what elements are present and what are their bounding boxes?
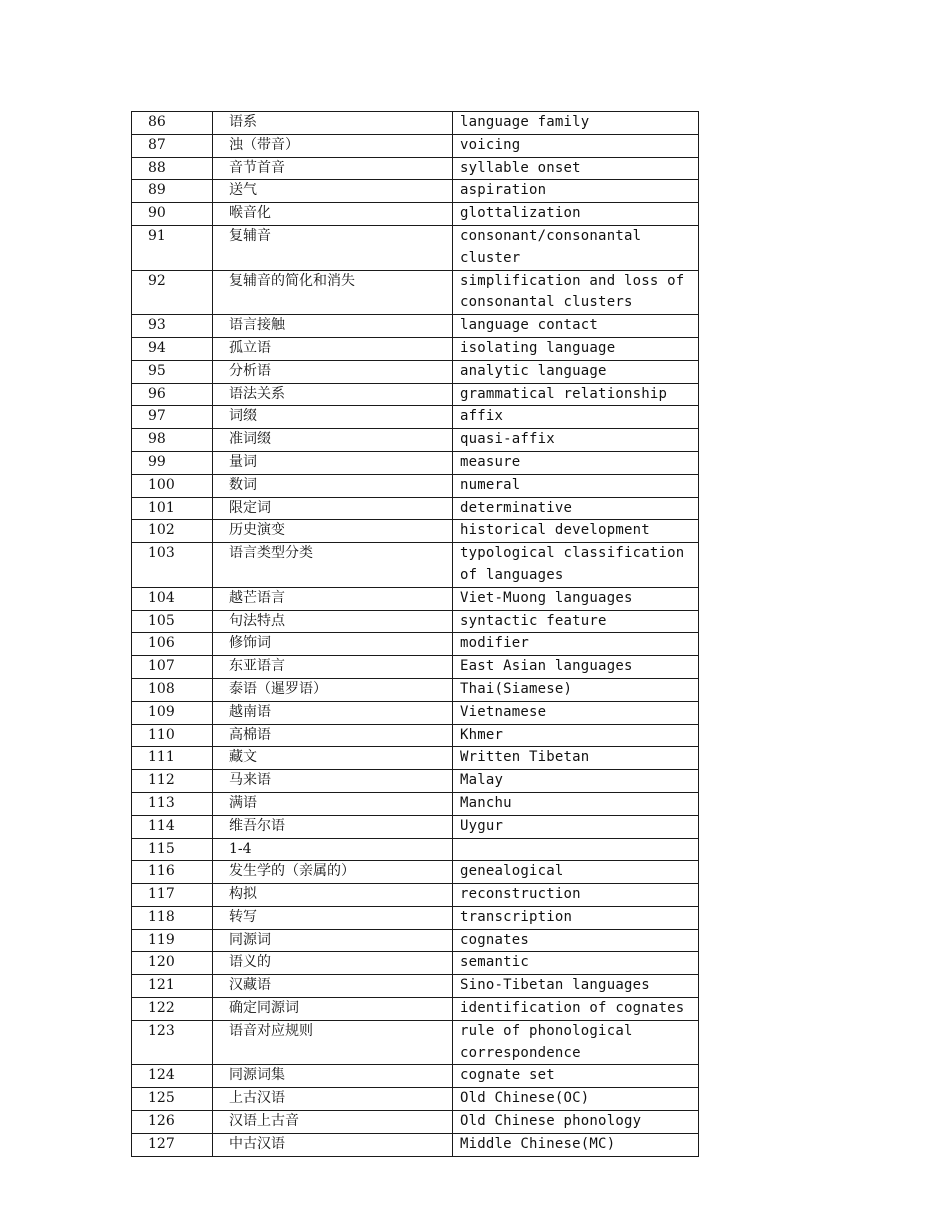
term-number: 111 <box>132 747 213 770</box>
term-number: 101 <box>132 497 213 520</box>
chinese-term: 复辅音的简化和消失 <box>213 270 453 315</box>
table-row <box>132 497 699 520</box>
chinese-term: 满语 <box>213 792 453 815</box>
table-row <box>132 337 699 360</box>
english-term: cognates <box>453 929 699 952</box>
chinese-term: 确定同源词 <box>213 998 453 1021</box>
term-number: 98 <box>132 429 213 452</box>
english-term: syllable onset <box>453 157 699 180</box>
english-term: determinative <box>453 497 699 520</box>
term-number: 124 <box>132 1065 213 1088</box>
english-term: transcription <box>453 906 699 929</box>
english-term: numeral <box>453 474 699 497</box>
chinese-term: 历史演变 <box>213 520 453 543</box>
chinese-term: 送气 <box>213 180 453 203</box>
term-number: 116 <box>132 861 213 884</box>
chinese-term: 量词 <box>213 451 453 474</box>
table-row <box>132 861 699 884</box>
english-term: reconstruction <box>453 884 699 907</box>
english-term: isolating language <box>453 337 699 360</box>
table-row <box>132 225 699 270</box>
term-number: 106 <box>132 633 213 656</box>
term-number: 87 <box>132 134 213 157</box>
term-number: 115 <box>132 838 213 861</box>
english-term: Thai(Siamese) <box>453 678 699 701</box>
table-row <box>132 134 699 157</box>
table-row <box>132 815 699 838</box>
english-term: Malay <box>453 770 699 793</box>
document-page <box>131 111 685 1157</box>
term-number: 113 <box>132 792 213 815</box>
term-number: 125 <box>132 1088 213 1111</box>
english-term: cognate set <box>453 1065 699 1088</box>
table-row <box>132 656 699 679</box>
english-term: East Asian languages <box>453 656 699 679</box>
table-row <box>132 157 699 180</box>
chinese-term: 汉藏语 <box>213 975 453 998</box>
chinese-term: 越芒语言 <box>213 587 453 610</box>
table-row <box>132 906 699 929</box>
chinese-term: 语义的 <box>213 952 453 975</box>
term-number: 114 <box>132 815 213 838</box>
table-row <box>132 1020 699 1065</box>
english-term: aspiration <box>453 180 699 203</box>
term-number: 105 <box>132 610 213 633</box>
table-row <box>132 701 699 724</box>
chinese-term: 中古汉语 <box>213 1133 453 1156</box>
term-number: 90 <box>132 203 213 226</box>
english-term: language family <box>453 112 699 135</box>
chinese-term: 浊（带音） <box>213 134 453 157</box>
chinese-term: 复辅音 <box>213 225 453 270</box>
term-number: 93 <box>132 315 213 338</box>
english-term: grammatical relationship <box>453 383 699 406</box>
chinese-term: 构拟 <box>213 884 453 907</box>
glossary-table-body <box>132 112 699 1157</box>
english-term: typological classification of languages <box>453 543 699 588</box>
table-row <box>132 975 699 998</box>
english-term: syntactic feature <box>453 610 699 633</box>
table-row <box>132 610 699 633</box>
chinese-term: 句法特点 <box>213 610 453 633</box>
table-row <box>132 998 699 1021</box>
table-row <box>132 724 699 747</box>
chinese-term: 语言接触 <box>213 315 453 338</box>
chinese-term: 泰语（暹罗语） <box>213 678 453 701</box>
table-row <box>132 1065 699 1088</box>
table-row <box>132 770 699 793</box>
table-row <box>132 678 699 701</box>
table-row <box>132 520 699 543</box>
english-term: consonant/consonantal cluster <box>453 225 699 270</box>
chinese-term: 语言类型分类 <box>213 543 453 588</box>
term-number: 92 <box>132 270 213 315</box>
chinese-term: 高棉语 <box>213 724 453 747</box>
term-number: 99 <box>132 451 213 474</box>
term-number: 109 <box>132 701 213 724</box>
term-number: 117 <box>132 884 213 907</box>
chinese-term: 马来语 <box>213 770 453 793</box>
chinese-term: 词缀 <box>213 406 453 429</box>
english-term: glottalization <box>453 203 699 226</box>
english-term: simplification and loss of consonantal clusters <box>453 270 699 315</box>
term-number: 112 <box>132 770 213 793</box>
english-term: analytic language <box>453 360 699 383</box>
table-row <box>132 180 699 203</box>
term-number: 86 <box>132 112 213 135</box>
english-term: voicing <box>453 134 699 157</box>
table-row <box>132 474 699 497</box>
chinese-term: 语音对应规则 <box>213 1020 453 1065</box>
table-row <box>132 929 699 952</box>
glossary-table <box>131 111 699 1157</box>
english-term: Sino-Tibetan languages <box>453 975 699 998</box>
chinese-term: 东亚语言 <box>213 656 453 679</box>
chinese-term: 同源词 <box>213 929 453 952</box>
chinese-term: 藏文 <box>213 747 453 770</box>
table-row <box>132 383 699 406</box>
term-number: 103 <box>132 543 213 588</box>
table-row <box>132 270 699 315</box>
term-number: 107 <box>132 656 213 679</box>
table-row <box>132 633 699 656</box>
term-number: 94 <box>132 337 213 360</box>
chinese-term: 转写 <box>213 906 453 929</box>
table-row <box>132 838 699 861</box>
term-number: 110 <box>132 724 213 747</box>
english-term: Khmer <box>453 724 699 747</box>
term-number: 102 <box>132 520 213 543</box>
table-row <box>132 315 699 338</box>
english-term: Old Chinese(OC) <box>453 1088 699 1111</box>
english-term: genealogical <box>453 861 699 884</box>
table-row <box>132 1133 699 1156</box>
table-row <box>132 543 699 588</box>
term-number: 104 <box>132 587 213 610</box>
chinese-term: 汉语上古音 <box>213 1111 453 1134</box>
english-term: Viet-Muong languages <box>453 587 699 610</box>
table-row <box>132 884 699 907</box>
term-number: 122 <box>132 998 213 1021</box>
term-number: 100 <box>132 474 213 497</box>
table-row <box>132 451 699 474</box>
english-term <box>453 838 699 861</box>
term-number: 108 <box>132 678 213 701</box>
chinese-term: 修饰词 <box>213 633 453 656</box>
table-row <box>132 406 699 429</box>
english-term: Old Chinese phonology <box>453 1111 699 1134</box>
term-number: 89 <box>132 180 213 203</box>
term-number: 96 <box>132 383 213 406</box>
english-term: language contact <box>453 315 699 338</box>
term-number: 118 <box>132 906 213 929</box>
chinese-term: 语系 <box>213 112 453 135</box>
english-term: modifier <box>453 633 699 656</box>
term-number: 127 <box>132 1133 213 1156</box>
english-term: semantic <box>453 952 699 975</box>
table-row <box>132 747 699 770</box>
chinese-term: 语法关系 <box>213 383 453 406</box>
term-number: 91 <box>132 225 213 270</box>
chinese-term: 孤立语 <box>213 337 453 360</box>
table-row <box>132 587 699 610</box>
table-row <box>132 112 699 135</box>
chinese-term: 1-4 <box>213 838 453 861</box>
chinese-term: 维吾尔语 <box>213 815 453 838</box>
english-term: Manchu <box>453 792 699 815</box>
chinese-term: 喉音化 <box>213 203 453 226</box>
english-term: identification of cognates <box>453 998 699 1021</box>
term-number: 120 <box>132 952 213 975</box>
english-term: Vietnamese <box>453 701 699 724</box>
chinese-term: 同源词集 <box>213 1065 453 1088</box>
table-row <box>132 792 699 815</box>
table-row <box>132 429 699 452</box>
term-number: 97 <box>132 406 213 429</box>
chinese-term: 数词 <box>213 474 453 497</box>
table-row <box>132 360 699 383</box>
english-term: Middle Chinese(MC) <box>453 1133 699 1156</box>
english-term: measure <box>453 451 699 474</box>
chinese-term: 发生学的（亲属的） <box>213 861 453 884</box>
english-term: historical development <box>453 520 699 543</box>
term-number: 119 <box>132 929 213 952</box>
table-row <box>132 1111 699 1134</box>
chinese-term: 限定词 <box>213 497 453 520</box>
term-number: 95 <box>132 360 213 383</box>
chinese-term: 音节首音 <box>213 157 453 180</box>
term-number: 121 <box>132 975 213 998</box>
english-term: Uygur <box>453 815 699 838</box>
term-number: 88 <box>132 157 213 180</box>
english-term: quasi-affix <box>453 429 699 452</box>
table-row <box>132 203 699 226</box>
table-row <box>132 1088 699 1111</box>
term-number: 123 <box>132 1020 213 1065</box>
chinese-term: 越南语 <box>213 701 453 724</box>
table-row <box>132 952 699 975</box>
chinese-term: 准词缀 <box>213 429 453 452</box>
term-number: 126 <box>132 1111 213 1134</box>
english-term: rule of phonological correspondence <box>453 1020 699 1065</box>
chinese-term: 分析语 <box>213 360 453 383</box>
english-term: affix <box>453 406 699 429</box>
chinese-term: 上古汉语 <box>213 1088 453 1111</box>
english-term: Written Tibetan <box>453 747 699 770</box>
